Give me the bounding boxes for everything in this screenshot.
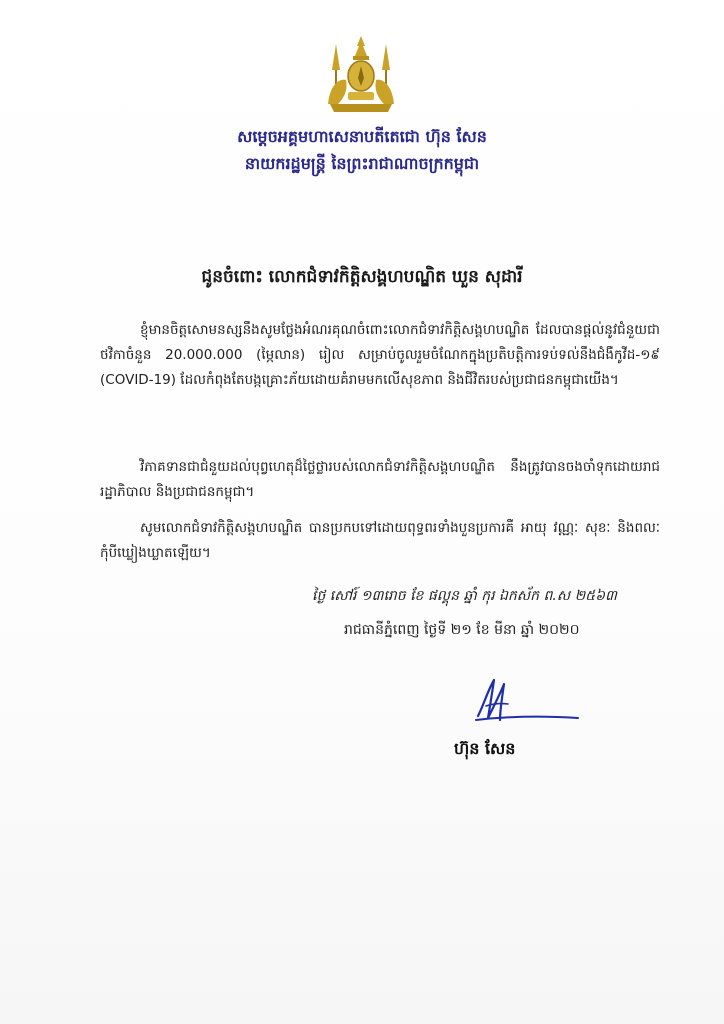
sender-position-line: នាយករដ្ឋមន្ត្រី នៃព្រះរាជាណាចក្រកម្ពុជា bbox=[244, 154, 480, 173]
place-and-date: រាជធានីភ្នំពេញ ថ្ងៃទី ២១ ខែ មីនា ឆ្នាំ ២០២០ bbox=[344, 622, 580, 638]
sender-title-line: សម្ដេចអគ្គមហាសេនាបតីតេជោ ហ៊ុន សែន bbox=[237, 127, 487, 146]
body-paragraph-1: ខ្ញុំមានចិត្តសោមនស្សនឹងសូមថ្លែងអំណរគុណចំពោះលោកជំទាវកិត្តិសង្គហបណ្ឌិត ដែលបានផ្ដល់នូវជំនួយជាថវិកាចំនួន 20.000.000 (ម្ភៃលាន) រៀល សម្រាប់ចូលរួមចំណែកក្នុងប្រតិបត្តិការទប់ទល់នឹងជំងឺកូវីដ-១៩ (COVID-19) ដែលកំពុងតែបង្កគ្រោះភ័យដោយគំរាមមកលើសុខភាព និងជីវិតរបស់ប្រជាជនកម្ពុជាយើង។ bbox=[100, 322, 660, 388]
signer-name: ហ៊ុន សែន bbox=[454, 739, 516, 758]
handwritten-signature-icon bbox=[470, 676, 582, 726]
body-paragraph-2: វិភាគទានជាជំនួយដល់បុព្វហេតុដ៏ថ្លៃថ្លារបស់លោកជំទាវកិត្តិសង្គហបណ្ឌិត នឹងត្រូវបានចងចាំទុកដោយរាជរដ្ឋាភិបាល និងប្រជាជនកម្ពុជា។ bbox=[100, 459, 660, 500]
body-paragraph-3: សូមលោកជំទាវកិត្តិសង្គហបណ្ឌិត បានប្រកបទៅដោយពុទ្ធពរទាំងបួនប្រការគឺ អាយុ វណ្ណៈ សុខៈ និងពលៈ កុំបីឃ្លៀងឃ្លាតឡើយ។ bbox=[100, 520, 660, 561]
lunar-date: ថ្ងៃ សៅរ៍ ១៣រោច ខែ ផល្គុន ឆ្នាំ កុរ ឯកស័ក ព.ស ២៥៦៣ bbox=[312, 588, 617, 604]
salutation: ជូនចំពោះ លោកជំទាវកិត្តិសង្គហបណ្ឌិត ឃួន សុដារី bbox=[201, 267, 523, 287]
royal-coat-of-arms-icon bbox=[318, 34, 404, 116]
